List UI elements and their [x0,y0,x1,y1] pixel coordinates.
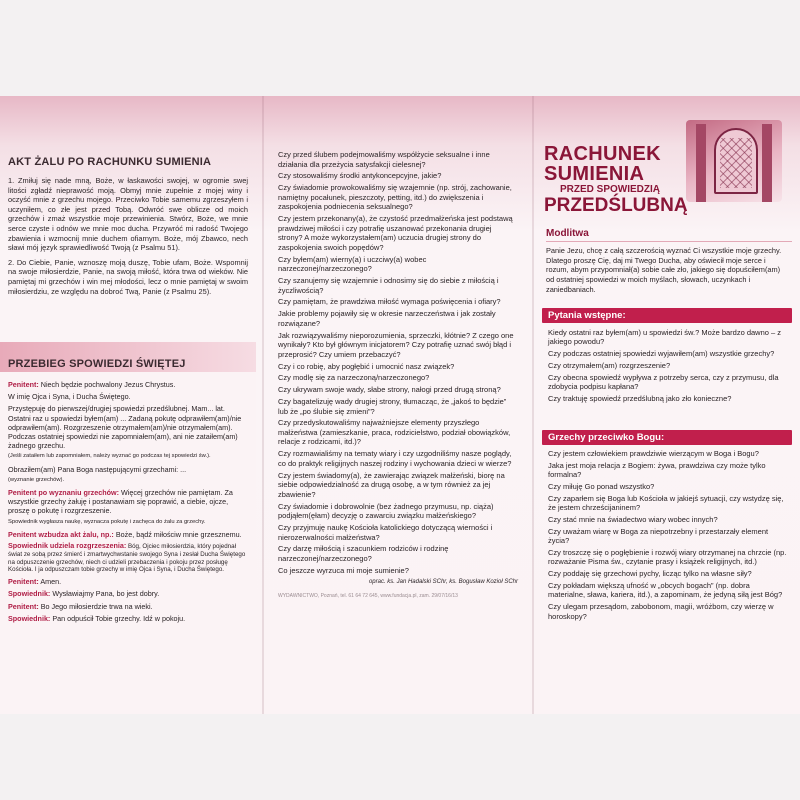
procedure-line: Penitent: Niech będzie pochwalony Jezus Chrystus. [8,380,176,389]
question-item: Czy troszczę się o pogłębienie i rozwój wiary otrzymanej na chrzcie (np. rozważanie Pisma św., czytanie prasy i książek religijnych, itd.) [548,548,787,567]
question-item: Czy bagatelizuję wady drugiej strony, tłumacząc, że „jakoś to będzie” lub że „po ślubie się zmieni”? [278,396,507,416]
question-item: Czy pokładam większą ufność w „obcych bogach” (np. dobra materialne, sława, kariera, itd.), a zapominam, że jedyną siłą jest Bóg? [548,581,783,600]
procedure-line: Przystępuję do pierwszej/drugiej spowiedzi przedślubnej. Mam... lat. Ostatni raz u spowiedzi byłem(am) ... Zadaną pokutę odprawiłem(am)/nie odprawiłem(am). Rozgrzeszenie otrzymałem(am)/nie otrzymałem(am). Podczas ostatniej spowiedzi nie zapomniałem(am), ani nie zataiłem(am) żadnego grzechu. [8,404,242,451]
authors-credit: oprac. ks. Jan Hadalski SChr, ks. Bogusław Kozioł SChr [368,579,518,586]
examination-questions [278,150,518,599]
question-item: Czy jestem przekonany(a), że czystość przedmałżeńska jest podstawą prawdziwej miłości i czy potrafię uszanować przekonania drugiej strony? A może wykorzystałem(am) uczucia drugiej strony do zaspokojenia swoich popędów? [278,214,513,252]
question-item: Czy pamiętam, że prawdziwa miłość wymaga poświęcenia i ofiary? [278,297,501,307]
intro-questions-heading: Pytania wstępne: [542,308,792,323]
sins-against-god-heading: Grzechy przeciwko Bogu: [542,430,792,445]
question-item: Czy świadomie i dobrowolnie (bez żadnego przymusu, np. ciąża) podjąłem(ęłam) decyzję o zawarciu związku małżeńskiego? [278,501,494,521]
procedure-note: (wyznanie grzechów). [8,476,65,483]
question-item: Czy podczas ostatniej spowiedzi wyjawiłem(am) wszystkie grzechy? [548,349,775,359]
question-item: Czy poddaję się grzechowi pychy, licząc tylko na własne siły? [548,569,752,579]
procedure-note: Spowiednik wygłasza naukę, wyznacza pokutę i zachęca do żalu za grzechy. [8,518,206,525]
title-line-2: PRZED SPOWIEDZIĄ [560,184,661,195]
right-panel [534,96,800,714]
question-item: Czy ukrywam swoje wady, słabe strony, nałogi przed drugą stroną? [278,385,501,395]
question-item: Czy jestem świadomy(a), że zawierając związek małżeński, biorę na siebie odpowiedzialność za drugą osobę, a w tym również za jej zbawienie? [278,470,505,499]
confessional-illustration [686,120,782,202]
pillar-decoration [762,124,772,202]
procedure-line: Spowiednik udziela rozgrzeszenia: Bóg, Ojciec miłosierdzia, który pojednał świat ze sobą przez śmierć i zmartwychwstanie swojego Syna i zesłał Ducha Świętego na odpuszczenie grzechów, niech ci udzieli przebaczenia i pokoju przez posługę Kościoła. I ja odpuszczam tobie grzechy w imię Ojca i Syna, i Ducha Świętego. [8,541,246,574]
prayer-heading: Modlitwa [546,228,792,242]
question-item: Czy darzę miłością i szacunkiem rodziców i rodzinę narzeczonej/narzeczonego? [278,544,449,563]
question-item: Czy traktuję spowiedź przedślubną jako zło konieczne? [548,394,732,403]
question-item: Czy miłuję Go ponad wszystko? [548,482,655,491]
question-item: Czy świadomie prowokowaliśmy się wzajemnie (np. strój, zachowanie, namiętny pocałunek, pieszczoty, petting, itd.) do zwiększenia i zaspokojenia podniecenia seksualnego? [278,183,512,212]
middle-panel [264,96,532,714]
confession-procedure-section [8,358,246,626]
procedure-line: Obraziłem(am) Pana Boga następującymi grzechami: ... [8,464,187,474]
question-item: Czy stać mnie na świadectwo wiary wobec innych? [548,515,718,524]
printer-info: WYDAWNICTWO, Poznań, tel. 61 64 72 645, www.fundacja.pl, zam. 29/07/16/13 [278,593,458,600]
question-item: Czy otrzymałem(am) rozgrzeszenie? [548,361,671,370]
intro-questions-list [548,328,788,406]
act-of-contrition-section [8,156,248,301]
question-item: Czy rozmawialiśmy na tematy wiary i czy uzgodniliśmy nasze poglądy, co do praktyk religijnych naszej rodziny i wychowania dzieci w wierze? [278,449,512,468]
question-item: Czy byłem(am) wierny(a) i uczciwy(a) wobec narzeczonej/narzeczonego? [278,254,427,274]
question-item: Czy przedyskutowaliśmy najważniejsze elementy przyszłego małżeństwa (zamieszkanie, praca, rodzicielstwo, podział obowiązków, relacje z rodzicami, itd.)? [278,418,511,447]
psalm-25-text: 2. Do Ciebie, Panie, wznoszę moją duszę, Tobie ufam, Boże. Wspomnij na swoje miłosierdzie, Panie, na swoją miłość, która trwa od wieków. Nie pamiętaj mi grzechów i win mej młodości, lecz o mnie pamiętaj w swoim miłosierdziu, ze względu na dobroć Twą, Panie (z Psalmu 25). [8,257,248,296]
procedure-line: W imię Ojca i Syna, i Ducha Świętego. [8,392,131,402]
leaflet-title [544,144,694,216]
pillar-decoration [696,124,706,202]
procedure-line: Penitent wzbudza akt żalu, np.: Boże, bądź miłościw mnie grzesznemu. [8,529,242,539]
section-title: AKT ŻALU PO RACHUNKU SUMIENIA [8,156,212,168]
question-item: Czy modlę się za narzeczoną/narzeczonego? [278,373,430,383]
psalm-51-text: 1. Zmiłuj się nade mną, Boże, w łaskawości swojej, w ogromie swej litości zgładź nieprawość moją. Obmyj mnie zupełnie z mojej winy i oczyść mnie z grzechu mojego. Przeciwko Tobie samemu zgrzeszyłem i uczyniłem, co złe jest przed Tobą. Odwróć swe oblicze od moich grzechów i zmaż wszystkie moje przewinienia. Stwórz, Boże, we mnie serce czyste i odnów we mnie moc ducha. Przywróć mi radość Twojego zbawienia i wzmocnij mnie duchem ofiarnym. Boże, mój Zbawco, nech sławi mój język sprawiedliwość Twoją (z Psalmu 51). [8,176,248,253]
procedure-note: (Jeśli zataiłem lub zapomniałem, należy wyznać go podczas tej spowiedzi św.). [8,453,211,460]
section-title: PRZEBIEG SPOWIEDZI ŚWIĘTEJ [8,358,186,370]
question-item: Czy przyjmuję naukę Kościoła katolickiego dotyczącą wierności i nierozerwalności małżeństwa? [278,522,493,542]
question-item: Czy jestem człowiekiem prawdziwie wierzącym w Boga i Bogu? [548,449,759,458]
question-item: Czy uważam wiarę w Boga za niepotrzebny i przestarzały element życia? [548,526,769,546]
prayer-text: Panie Jezu, chcę z całą szczerością wyznać Ci wszystkie moje grzechy. Dlatego proszę Cię, daj mi Twego Ducha, aby oświecił moje serce i rozum, abym przypomniał(a) sobie całe zło, jakiego się dopuściłem(am) od ostatniej spowiedzi w moich myślach, słowach, uczynkach i zaniedbaniach. [546,246,782,294]
question-item: Czy zaparłem się Boga lub Kościoła w jakiejś sytuacji, czy wstydzę się, że jestem chrześcijaninem? [548,493,784,513]
question-item: Czy stosowaliśmy środki antykoncepcyjne, jakie? [278,171,442,181]
question-item: Czy przed ślubem podejmowaliśmy współżycie seksualne i inne działania dla przeżycia satysfakcji cielesnej? [278,150,490,169]
procedure-line: Penitent: Bo Jego miłosierdzie trwa na wieki. [8,601,153,611]
question-item: Jaka jest moja relacja z Bogiem: żywa, prawdziwa czy może tylko formalna? [548,460,766,480]
question-item: Kiedy ostatni raz byłem(am) u spowiedzi św.? Może bardzo dawno – z jakiego powodu? [548,328,782,347]
lattice-decoration [720,138,752,188]
title-line-1: RACHUNEK SUMIENIA [544,143,661,185]
procedure-line: Penitent: Amen. [8,577,62,587]
question-item: Czy i co robię, aby pogłębić i umocnić nasz związek? [278,361,455,371]
procedure-line: Spowiednik: Wysławiajmy Pana, bo jest dobry. [8,589,160,599]
question-item: Co jeszcze wyrzuca mi moje sumienie? [278,565,409,575]
question-item: Czy ulegam przesądom, zabobonom, magii, wróżbom, czy wierzę w horoskopy? [548,602,774,621]
procedure-line: Penitent po wyznaniu grzechów: Więcej grzechów nie pamiętam. Za wszystkie grzechy żałuję i postanawiam się poprawić, a ciebie, ojcze, proszę o pokutę i rozgrzeszenie. [8,488,233,516]
question-item: Jak rozwiązywaliśmy nieporozumienia, sprzeczki, kłótnie? Z czego one wynikały? Kto był głównym inicjatorem? Czy potrafię uznać swój błąd i przeprosić? Czy umiem przebaczyć? [278,330,514,359]
procedure-line: Spowiednik: Pan odpuścił Tobie grzechy. Idź w pokoju. [8,613,186,623]
title-line-3: PRZEDŚLUBNĄ [544,195,688,216]
question-item: Jakie problemy pojawiły się w okresie narzeczeństwa i jak zostały rozwiązane? [278,309,496,328]
sins-against-god-list [548,449,788,623]
question-item: Czy obecna spowiedź wypływa z potrzeby serca, czy z przymusu, dla zdobycia podpisu kapłana? [548,372,779,392]
left-panel [0,96,262,714]
question-item: Czy szanujemy się wzajemnie i odnosimy się do siebie z miłością i życzliwością? [278,276,499,295]
